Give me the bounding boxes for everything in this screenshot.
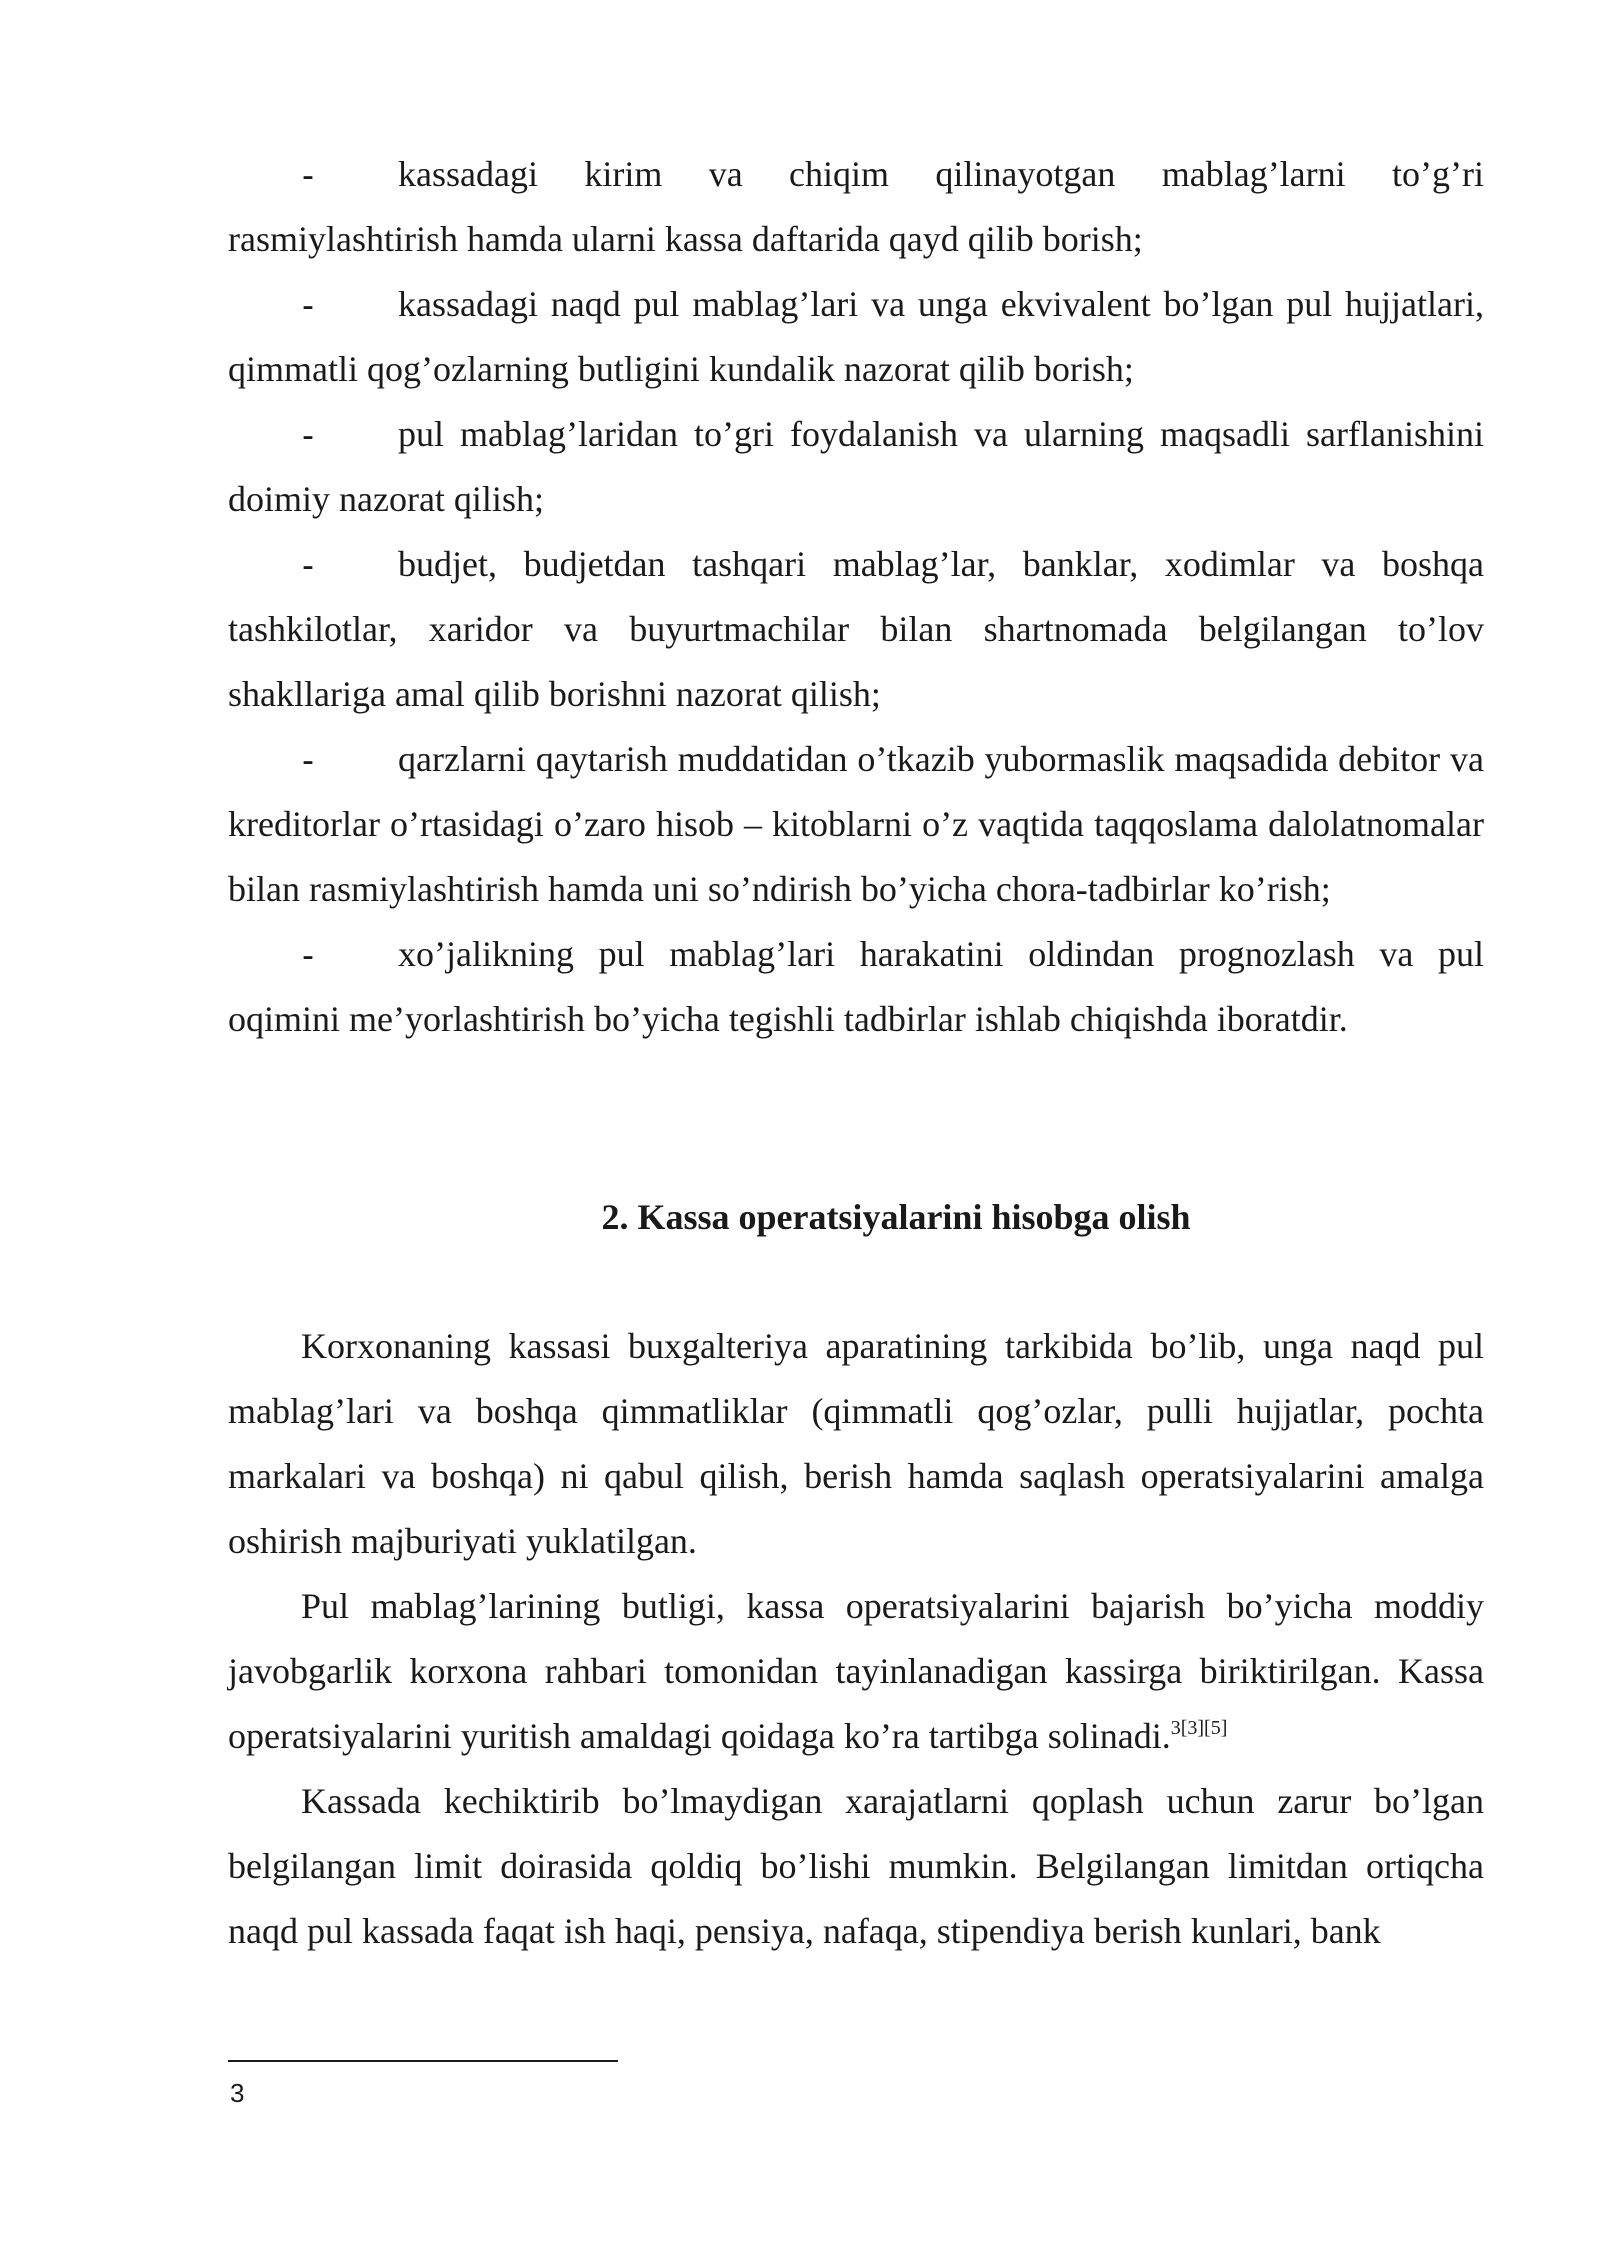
list-bullet: -	[302, 414, 314, 455]
footnote-number: 3	[230, 2078, 245, 2108]
duties-list	[228, 142, 1484, 1052]
list-item	[228, 532, 1484, 727]
list-bullet: -	[302, 739, 314, 780]
list-item	[228, 402, 1484, 532]
list-item	[228, 272, 1484, 402]
paragraph-text: Pul mablag’larining butligi, kassa operatsiyalarini bajarish bo’yicha moddiy javobgarlik korxona rahbari tomonidan tayinlanadigan kassirga biriktirilgan. Kassa operatsiyalarini yuritish amaldagi qoidaga ko’ra tartibga solinadi.	[228, 1586, 1484, 1756]
list-bullet: -	[302, 154, 314, 195]
section-heading: 2. Kassa operatsiyalarini hisobga olish	[601, 1197, 1191, 1237]
list-item-text: kassadagi naqd pul mablag’lari va unga ekvivalent bo’lgan pul hujjatlari, qimmatli qog’ozlarning butligini kundalik nazorat qilib borish;	[228, 284, 1484, 389]
paragraph-limit: Kassada kechiktirib bo’lmaydigan xarajatlarni qoplash uchun zarur bo’lgan belgilangan limit doirasida qoldiq bo’lishi mumkin. Belgilangan limitdan ortiqcha naqd pul kassada faqat ish haqi, pensiya, nafaqa, stipendiya berish kunlari, bank	[228, 1781, 1484, 1951]
footnote-reference[interactable]: 3[3][5]	[1170, 1717, 1228, 1739]
paragraph-cash-desk: Korxonaning kassasi buxgalteriya aparatining tarkibida bo’lib, unga naqd pul mablag’lari va boshqa qimmatliklar (qimmatli qog’ozlar, pulli hujjatlar, pochta markalari va boshqa) ni qabul qilish, berish hamda saqlash operatsiyalarini amalga oshirish majburiyati yuklatilgan.	[228, 1326, 1484, 1561]
list-item-text: xo’jalikning pul mablag’lari harakatini oldindan prognozlash va pul oqimini me’yorlashtirish bo’yicha tegishli tadbirlar ishlab chiqishda iboratdir.	[228, 934, 1484, 1039]
list-bullet: -	[302, 934, 314, 975]
section-body	[228, 1314, 1484, 1964]
list-item	[228, 142, 1484, 272]
list-bullet: -	[302, 284, 314, 325]
list-item-text: qarzlarni qaytarish muddatidan o’tkazib yubormaslik maqsadida debitor va kreditorlar o’rtasidagi o’zaro hisob – kitoblarni o’z vaqtida taqqoslama dalolatnomalar bilan rasmiylashtirish hamda uni so’ndirish bo’yicha chora-tadbirlar ko’rish;	[228, 739, 1484, 909]
list-item-text: kassadagi kirim va chiqim qilinayotgan mablag’larni to’g’ri rasmiylashtirish hamda ularni kassa daftarida qayd qilib borish;	[228, 154, 1484, 259]
paragraph-liability	[228, 1574, 1484, 1769]
list-item-text: budjet, budjetdan tashqari mablag’lar, banklar, xodimlar va boshqa tashkilotlar, xaridor va buyurtmachilar bilan shartnomada belgilangan to’lov shakllariga amal qilib borishni nazorat qilish;	[228, 544, 1484, 714]
list-item	[228, 922, 1484, 1052]
list-item-text: pul mablag’laridan to’gri foydalanish va ularning maqsadli sarflanishini doimiy nazorat qilish;	[228, 414, 1484, 519]
list-item	[228, 727, 1484, 922]
list-bullet: -	[302, 544, 314, 585]
footnote-separator	[228, 2060, 618, 2062]
